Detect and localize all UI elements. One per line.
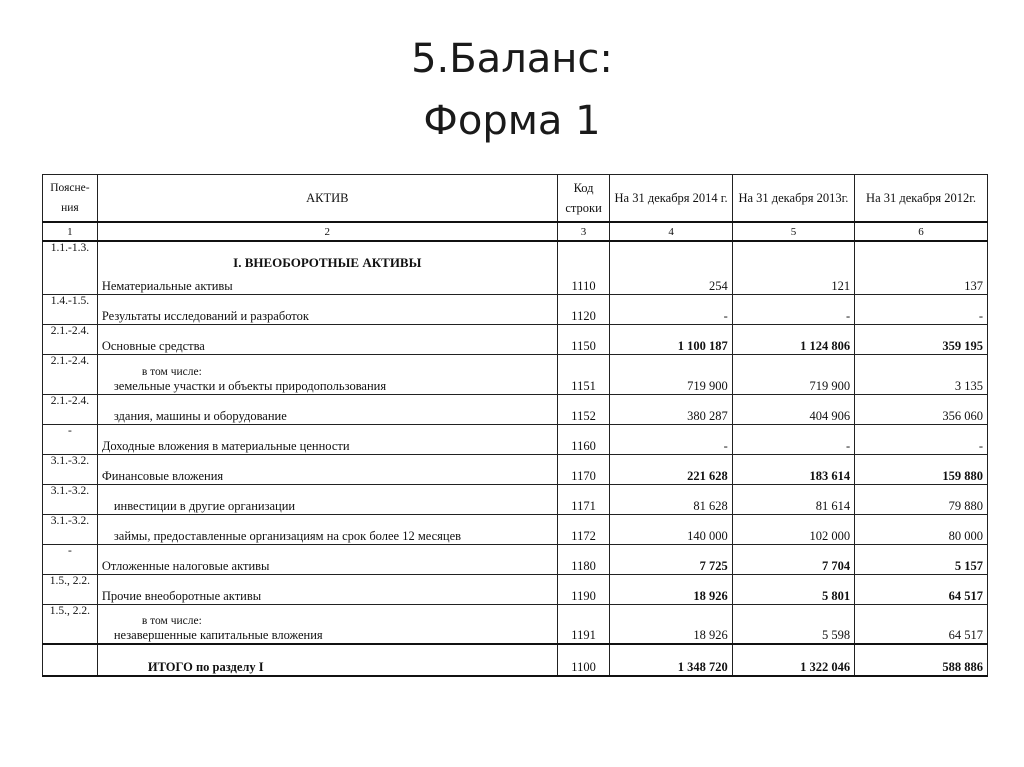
total-name: ИТОГО по разделу I — [147, 660, 264, 674]
col-number: 1 — [43, 222, 98, 241]
total-note — [43, 644, 98, 676]
header-code: Код строки — [557, 175, 610, 223]
row-note: 1.1.-1.3. — [43, 241, 98, 294]
table-row — [43, 484, 988, 514]
row-code: 1191 — [557, 604, 610, 644]
balance-sheet-table — [42, 174, 988, 677]
header-2014: На 31 декабря 2014 г. — [610, 175, 732, 223]
col-number: 6 — [855, 222, 988, 241]
row-value-2012: 159 880 — [855, 454, 988, 484]
row-name: Отложенные налоговые активы — [97, 544, 557, 574]
table-row — [43, 544, 988, 574]
row-code: 1120 — [557, 294, 610, 324]
row-value-2012: 80 000 — [855, 514, 988, 544]
row-value-2013: 121 — [732, 241, 854, 294]
row-value-2014: 18 926 — [610, 574, 732, 604]
table-row — [43, 241, 988, 294]
row-name-cell — [97, 484, 557, 514]
row-value-2013: 183 614 — [732, 454, 854, 484]
total-code: 1100 — [557, 644, 610, 676]
table-row — [43, 574, 988, 604]
row-value-2012: 3 135 — [855, 354, 988, 394]
row-value-2014: - — [610, 424, 732, 454]
slide-title — [0, 28, 1024, 152]
row-note: 3.1.-3.2. — [43, 484, 98, 514]
row-value-2014: 81 628 — [610, 484, 732, 514]
row-name: незавершенные капитальные вложения — [113, 628, 323, 642]
col-number: 4 — [610, 222, 732, 241]
row-value-2012: 79 880 — [855, 484, 988, 514]
row-value-2012: 359 195 — [855, 324, 988, 354]
row-code: 1170 — [557, 454, 610, 484]
header-asset: АКТИВ — [97, 175, 557, 223]
row-name: инвестиции в другие организации — [113, 498, 296, 513]
table-row — [43, 454, 988, 484]
row-code: 1190 — [557, 574, 610, 604]
row-value-2012: 5 157 — [855, 544, 988, 574]
row-code: 1160 — [557, 424, 610, 454]
table-row — [43, 604, 988, 644]
row-note: 1.5., 2.2. — [43, 604, 98, 644]
row-value-2013: - — [732, 424, 854, 454]
row-code: 1150 — [557, 324, 610, 354]
row-value-2014: 254 — [610, 241, 732, 294]
sub-label: в том числе: — [141, 365, 202, 378]
section-title: I. ВНЕОБОРОТНЫЕ АКТИВЫ — [233, 254, 422, 270]
row-value-2012: 64 517 — [855, 574, 988, 604]
total-value-2013: 1 322 046 — [732, 644, 854, 676]
row-code: 1180 — [557, 544, 610, 574]
row-note: 2.1.-2.4. — [43, 354, 98, 394]
row-code: 1171 — [557, 484, 610, 514]
row-value-2012: 137 — [855, 241, 988, 294]
row-value-2014: 7 725 — [610, 544, 732, 574]
row-value-2012: 356 060 — [855, 394, 988, 424]
row-code: 1110 — [557, 241, 610, 294]
total-name-cell — [97, 644, 557, 676]
row-value-2014: 719 900 — [610, 354, 732, 394]
row-name: Результаты исследований и разработок — [97, 294, 557, 324]
col-number: 2 — [97, 222, 557, 241]
row-value-2012: 64 517 — [855, 604, 988, 644]
row-value-2014: 221 628 — [610, 454, 732, 484]
row-value-2013: 7 704 — [732, 544, 854, 574]
row-code: 1172 — [557, 514, 610, 544]
header-2012: На 31 декабря 2012г. — [855, 175, 988, 223]
row-name: Прочие внеоборотные активы — [97, 574, 557, 604]
sub-label: в том числе: — [141, 615, 202, 627]
row-name-cell — [97, 354, 557, 394]
row-name: Финансовые вложения — [97, 454, 557, 484]
row-note: 1.4.-1.5. — [43, 294, 98, 324]
col-number: 3 — [557, 222, 610, 241]
header-2013: На 31 декабря 2013г. — [732, 175, 854, 223]
row-name-cell — [97, 241, 557, 294]
row-code: 1151 — [557, 354, 610, 394]
header-note: Поясне-ния — [43, 175, 98, 223]
row-value-2013: 5 801 — [732, 574, 854, 604]
row-value-2014: 18 926 — [610, 604, 732, 644]
table-row — [43, 394, 988, 424]
row-value-2013: 404 906 — [732, 394, 854, 424]
row-value-2012: - — [855, 294, 988, 324]
row-name: Доходные вложения в материальные ценности — [97, 424, 557, 454]
slide-title-line-1: 5.Баланс: — [411, 36, 613, 82]
slide-title-line-2: Форма 1 — [423, 98, 601, 144]
row-name-cell — [97, 394, 557, 424]
row-value-2014: - — [610, 294, 732, 324]
table-row — [43, 324, 988, 354]
table-row — [43, 514, 988, 544]
row-value-2013: 5 598 — [732, 604, 854, 644]
total-row — [43, 644, 988, 676]
table-row — [43, 294, 988, 324]
col-number: 5 — [732, 222, 854, 241]
row-value-2013: 81 614 — [732, 484, 854, 514]
row-value-2012: - — [855, 424, 988, 454]
table-row — [43, 424, 988, 454]
row-name: займы, предоставленные организациям на срок более 12 месяцев — [113, 528, 462, 543]
table-header-row — [43, 175, 988, 223]
column-number-row — [43, 222, 988, 241]
row-note: 3.1.-3.2. — [43, 454, 98, 484]
row-value-2014: 380 287 — [610, 394, 732, 424]
row-name-cell — [97, 514, 557, 544]
row-name: земельные участки и объекты природопользования — [113, 378, 387, 393]
total-value-2012: 588 886 — [855, 644, 988, 676]
row-value-2014: 140 000 — [610, 514, 732, 544]
row-note: - — [43, 424, 98, 454]
row-name-cell — [97, 604, 557, 644]
row-value-2013: 102 000 — [732, 514, 854, 544]
row-note: 2.1.-2.4. — [43, 394, 98, 424]
row-note: 1.5., 2.2. — [43, 574, 98, 604]
row-value-2013: 1 124 806 — [732, 324, 854, 354]
row-note: 3.1.-3.2. — [43, 514, 98, 544]
table-row — [43, 354, 988, 394]
row-name: здания, машины и оборудование — [113, 408, 287, 423]
total-value-2014: 1 348 720 — [610, 644, 732, 676]
row-name: Нематериальные активы — [101, 278, 233, 293]
row-name: Основные средства — [97, 324, 557, 354]
row-note: - — [43, 544, 98, 574]
row-value-2013: - — [732, 294, 854, 324]
row-value-2014: 1 100 187 — [610, 324, 732, 354]
row-note: 2.1.-2.4. — [43, 324, 98, 354]
row-value-2013: 719 900 — [732, 354, 854, 394]
row-code: 1152 — [557, 394, 610, 424]
